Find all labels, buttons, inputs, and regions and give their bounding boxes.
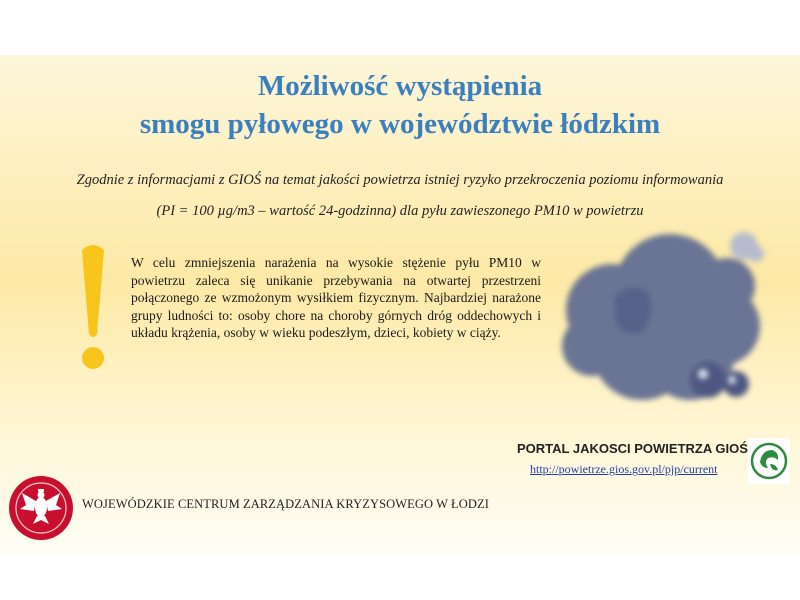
intro-line-2: (PI = 100 µg/m3 – wartość 24-godzinna) dla pyłu zawieszonego PM10 w powietrzu [156,203,644,219]
portal-title: PORTAL JAKOSCI POWIETRZA GIOŚ [517,441,748,456]
page-title-line-1: Możliwość wystąpienia [257,70,543,102]
exclamation-icon [76,242,110,374]
advice-text: W celu zmniejszenia narażenia na wysokie stężenie pyłu PM10 w powietrzu zaleca się unikanie przebywania na otwartej przestrzeni połączonego ze wzmożonym wysiłkiem fizycznym. Najbardziej narażone grupy ludności to: osoby chore na choroby górnych dróg oddechowych i układu krążenia, osoby w wieku podeszłym, dzieci, kobiety w ciąży. [131,255,541,341]
page-title-line-2: smogu pyłowego w województwie łódzkim [139,108,661,140]
portal-link[interactable]: http://powietrze.gios.gov.pl/pjp/current [530,462,718,476]
gios-logo [748,438,790,484]
intro-line-1: Zgodnie z informacjami z GIOŚ na temat jakości powietrza istniej ryzyko przekroczenia poziomu informowania [76,172,724,188]
smog-cloud-icon [552,228,770,418]
polish-eagle-emblem [6,475,76,541]
organization-name: WOJEWÓDZKIE CENTRUM ZARZĄDZANIA KRYZYSOWEGO W ŁODZI [82,497,490,511]
